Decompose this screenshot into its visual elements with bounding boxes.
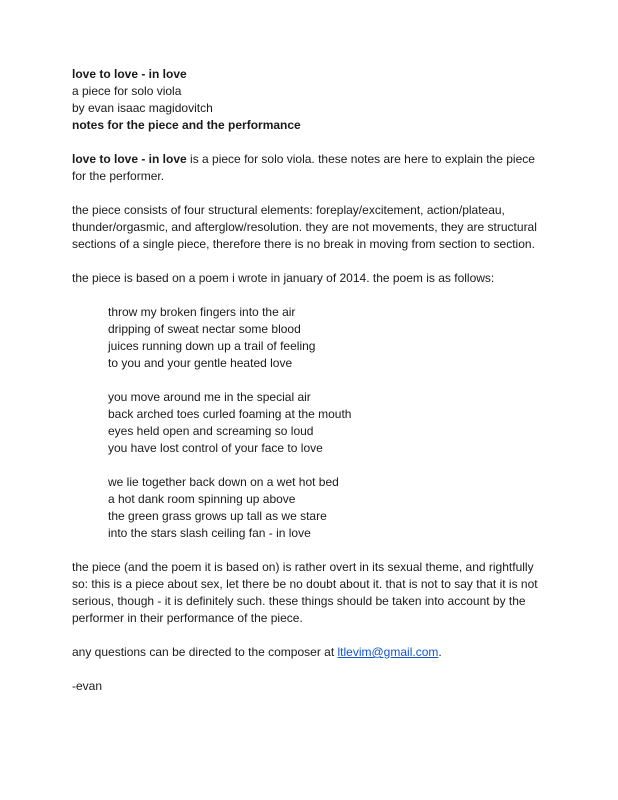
poem-line: back arched toes curled foaming at the mouth — [108, 407, 352, 421]
paragraph-theme-line-2: so: this is a piece about sex, let there be no doubt about it. that is not to say that it is not — [72, 577, 538, 591]
doc-subtitle: a piece for solo viola — [72, 84, 182, 98]
contact-text-prefix: any questions can be directed to the composer at — [72, 645, 338, 659]
paragraph-intro-line-1 — [72, 151, 546, 168]
paragraph-theme-line-1: the piece (and the poem it is based on) is rather overt in its sexual theme, and rightfully — [72, 560, 534, 574]
poem-line: a hot dank room spinning up above — [108, 492, 296, 506]
document-content — [72, 66, 546, 695]
poem-stanza-2 — [108, 389, 546, 457]
poem-line: eyes held open and screaming so loud — [108, 424, 314, 438]
paragraph-structure-line-3: sections of a single piece, therefore there is no break in moving from section to section. — [72, 237, 535, 251]
paragraph-poem-intro-line-1: the piece is based on a poem i wrote in january of 2014. the poem is as follows: — [72, 271, 495, 285]
paragraph-contact-line-1 — [72, 644, 546, 661]
paragraph-intro-line-2: for the performer. — [72, 169, 165, 183]
paragraph-structure — [72, 202, 546, 253]
paragraph-theme-line-4: performer in their performance of the piece. — [72, 611, 303, 625]
poem-line: the green grass grows up tall as we stare — [108, 509, 327, 523]
paragraph-theme-line-3: serious, though - it is definitely such. these things should be taken into account by the — [72, 594, 526, 608]
poem-line: you have lost control of your face to love — [108, 441, 323, 455]
signature: -evan — [72, 679, 103, 693]
poem-line: we lie together back down on a wet hot bed — [108, 475, 339, 489]
contact-text-suffix: . — [438, 645, 442, 659]
poem-line: juices running down up a trail of feeling — [108, 339, 316, 353]
signature-block — [72, 678, 546, 695]
intro-bold-title: love to love - in love — [72, 152, 187, 166]
intro-line-1-rest: is a piece for solo viola. these notes are here to explain the piece — [186, 152, 535, 166]
poem-line: dripping of sweat nectar some blood — [108, 322, 301, 336]
poem-stanza-3 — [108, 474, 546, 542]
paragraph-theme — [72, 559, 546, 627]
paragraph-contact — [72, 644, 546, 661]
poem-line: you move around me in the special air — [108, 390, 311, 404]
doc-byline: by evan isaac magidovitch — [72, 101, 213, 115]
poem-line: throw my broken fingers into the air — [108, 305, 296, 319]
paragraph-structure-line-2: thunder/orgasmic, and afterglow/resolution. they are not movements, they are structural — [72, 220, 537, 234]
poem-line: into the stars slash ceiling fan - in love — [108, 526, 311, 540]
header-block — [72, 66, 546, 134]
notes-heading: notes for the piece and the performance — [72, 118, 301, 132]
email-link[interactable]: ltlevim@gmail.com — [337, 645, 439, 659]
doc-title: love to love - in love — [72, 67, 187, 81]
paragraph-poem-intro — [72, 270, 546, 287]
poem-stanza-1 — [108, 304, 546, 372]
paragraph-structure-line-1: the piece consists of four structural elements: foreplay/excitement, action/plateau, — [72, 203, 505, 217]
paragraph-intro — [72, 151, 546, 185]
poem-line: to you and your gentle heated love — [108, 356, 293, 370]
